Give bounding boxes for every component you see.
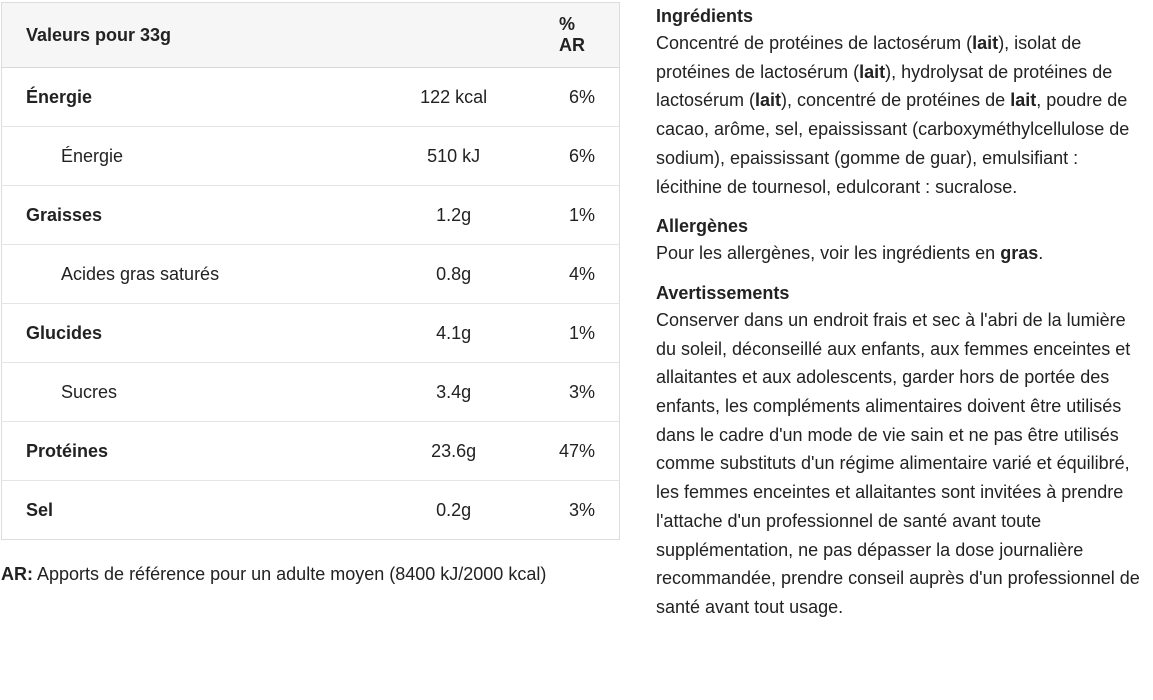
allergens-text [656,239,1146,268]
nutrient-name: Glucides [2,304,349,363]
warnings-section [656,280,1146,622]
table-row [2,304,620,363]
table-row [2,422,620,481]
text-run: Concentré de protéines de lactosérum ( [656,33,973,53]
table-row [2,363,620,422]
warnings-heading: Avertissements [656,282,790,303]
table-header-row [2,3,620,68]
ar-footnote [1,562,620,586]
nutrient-ar: 4% [559,245,620,304]
allergens-section [656,213,1146,268]
table-row [2,127,620,186]
table-row [2,245,620,304]
nutrient-value: 4.1g [348,304,559,363]
bold-allergen-text: lait [755,90,782,111]
text-run: . [1038,243,1044,264]
nutrient-ar: 1% [559,304,620,363]
nutrient-ar: 6% [559,127,620,186]
nutrient-name: Énergie [2,127,349,186]
text-run: ), hydrolysat de protéines de lactosérum ( [656,61,1113,111]
nutrition-table-body [2,68,620,540]
header-value-column [348,3,559,68]
nutrition-panel [1,2,620,586]
nutrient-value: 23.6g [348,422,559,481]
nutrient-ar: 6% [559,68,620,127]
allergens-heading: Allergènes [656,216,749,237]
nutrient-name: Graisses [2,186,349,245]
text-run: ), concentré de protéines de [781,90,1011,111]
text-run: , poudre de cacao, arôme, sel, epaississant (carboxyméthylcellulose de sodium), epaississant (gomme de guar), emulsifiant : lécithine de tournesol, edulcorant : sucralose. [656,90,1130,197]
nutrient-name: Sucres [2,363,349,422]
bold-allergen-text: lait [972,33,999,53]
text-run: ), isolat de protéines de lactosérum ( [656,33,1082,82]
nutrient-ar: 3% [568,499,595,520]
footnote-text: Apports de référence pour un adulte moyen (8400 kJ/2000 kcal) [33,564,547,584]
ingredients-section [656,3,1146,201]
bold-allergen-text: lait [859,61,886,82]
nutrient-ar: 1% [559,186,620,245]
nutrient-name: Sel [26,499,54,520]
bold-allergen-text: gras [1000,243,1039,264]
bold-allergen-text: lait [1010,90,1037,111]
nutrient-name: Acides gras saturés [2,245,349,304]
warnings-text: Conserver dans un endroit frais et sec à l'abri de la lumière du soleil, déconseillé aux enfants, aux femmes enceintes et allaitantes et aux adolescents, garder hors de portée des enfants, les compléments alimentaires doivent être utilisés dans le cadre d'un mode de vie sain et ne pas être utilisés comme substituts d'un régime alimentaire varié et équilibré, les femmes enceintes et allaitantes sont invitées à prendre l'attache d'un professionnel de santé avant toute supplémentation, ne pas dépasser la dose journalière recommandée, prendre conseil auprès d'un professionnel de santé avant tout usage. [656,309,1140,617]
header-serving-label: Valeurs pour 33g [2,3,349,68]
ingredients-text [656,29,1146,201]
nutrient-value: 0.8g [348,245,559,304]
table-row [2,68,620,127]
nutrient-name: Protéines [2,422,349,481]
nutrient-value: 1.2g [348,186,559,245]
text-run: Pour les allergènes, voir les ingrédients en [656,243,1001,264]
nutrient-value: 3.4g [348,363,559,422]
nutrient-name: Énergie [2,68,349,127]
table-row [2,481,620,540]
nutrient-value: 510 kJ [348,127,559,186]
ingredients-heading: Ingrédients [656,6,754,26]
nutrition-table [1,2,620,540]
nutrient-value: 0.2g [436,499,472,520]
footnote-label: AR: [1,564,33,584]
header-ar-column: % AR [559,3,620,68]
nutrient-ar: 47% [559,422,620,481]
nutrient-ar: 3% [559,363,620,422]
nutrient-value: 122 kcal [348,68,559,127]
table-row [2,186,620,245]
product-info-panel [656,3,1146,634]
